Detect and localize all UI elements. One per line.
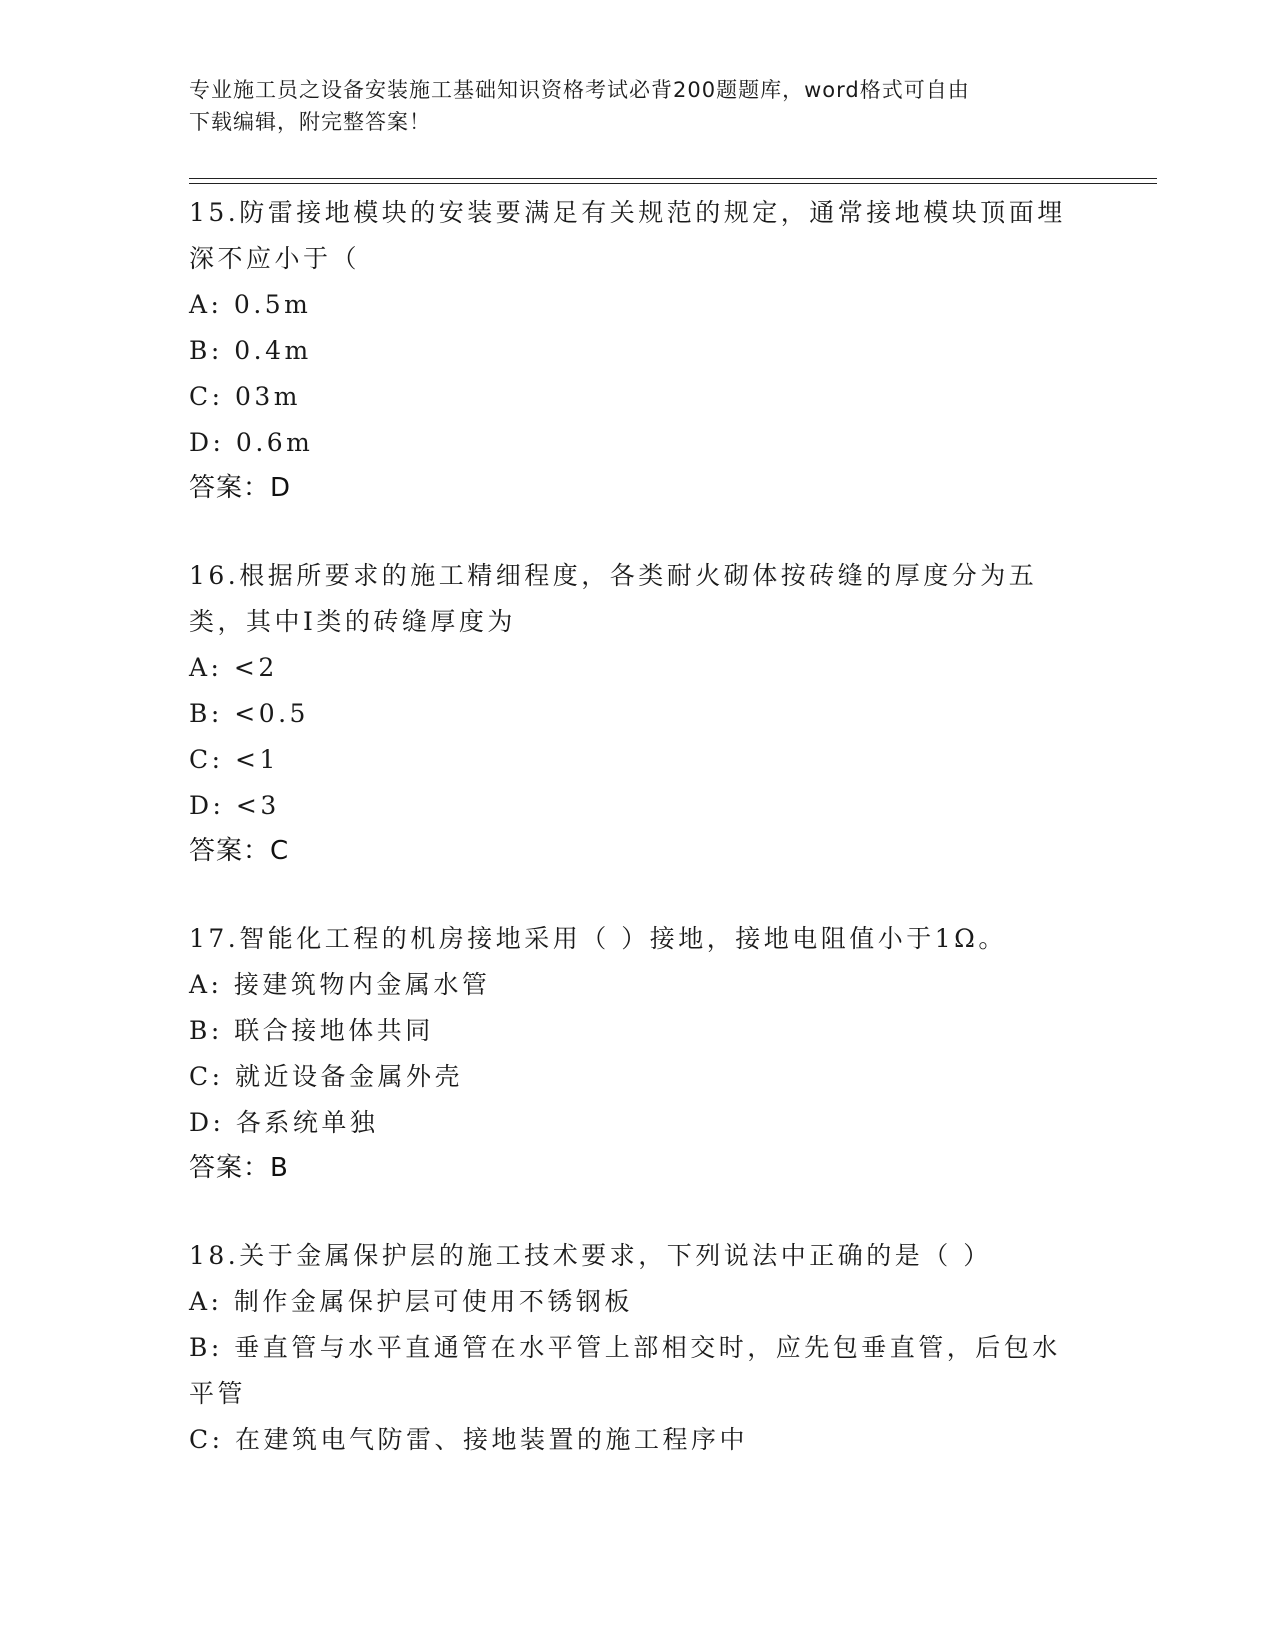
option-c: C: 03m: [189, 382, 302, 411]
option-b: B: 0.4m: [189, 336, 312, 365]
option-a: A: 接建筑物内金属水管: [189, 970, 491, 999]
question-17: [189, 916, 1089, 1190]
option-b: B: <0.5: [189, 699, 309, 728]
option-d: D: 0.6m: [189, 428, 314, 457]
option-c: C: 就近设备金属外壳: [189, 1062, 463, 1091]
header-line-1: 专业施工员之设备安装施工基础知识资格考试必背200题题库，word格式可自由: [189, 78, 970, 102]
option-a: A: 0.5m: [189, 290, 312, 319]
question-stem: 16.根据所要求的施工精细程度，各类耐火砌体按砖缝的厚度分为五类，其中Ⅰ类的砖缝厚度为: [189, 561, 1038, 636]
question-list: [189, 190, 1089, 1506]
header-divider-top: [189, 178, 1157, 179]
option-d: D: 各系统单独: [189, 1108, 379, 1137]
option-c: C: <1: [189, 745, 279, 774]
question-16: [189, 553, 1089, 873]
question-stem: 18.关于金属保护层的施工技术要求，下列说法中正确的是（ ）: [189, 1241, 992, 1270]
answer: 答案：B: [189, 1153, 289, 1183]
option-a: A: <2: [189, 653, 278, 682]
question-15: [189, 190, 1089, 510]
header-line-2: 下载编辑，附完整答案！: [189, 110, 431, 134]
question-stem: 17.智能化工程的机房接地采用（ ）接地，接地电阻值小于1Ω。: [189, 924, 1007, 953]
option-b: B: 垂直管与水平直通管在水平管上部相交时，应先包垂直管，后包水平管: [189, 1333, 1061, 1408]
answer: 答案：D: [189, 473, 292, 503]
question-stem: 15.防雷接地模块的安装要满足有关规范的规定，通常接地模块顶面埋深不应小于（: [189, 198, 1066, 273]
document-header: [189, 74, 1069, 138]
option-a: A: 制作金属保护层可使用不锈钢板: [189, 1287, 633, 1316]
option-d: D: <3: [189, 791, 280, 820]
option-c: C: 在建筑电气防雷、接地装置的施工程序中: [189, 1425, 748, 1454]
answer: 答案：C: [189, 836, 290, 866]
header-divider-bottom: [189, 183, 1157, 184]
question-18: [189, 1233, 1089, 1463]
option-b: B: 联合接地体共同: [189, 1016, 434, 1045]
